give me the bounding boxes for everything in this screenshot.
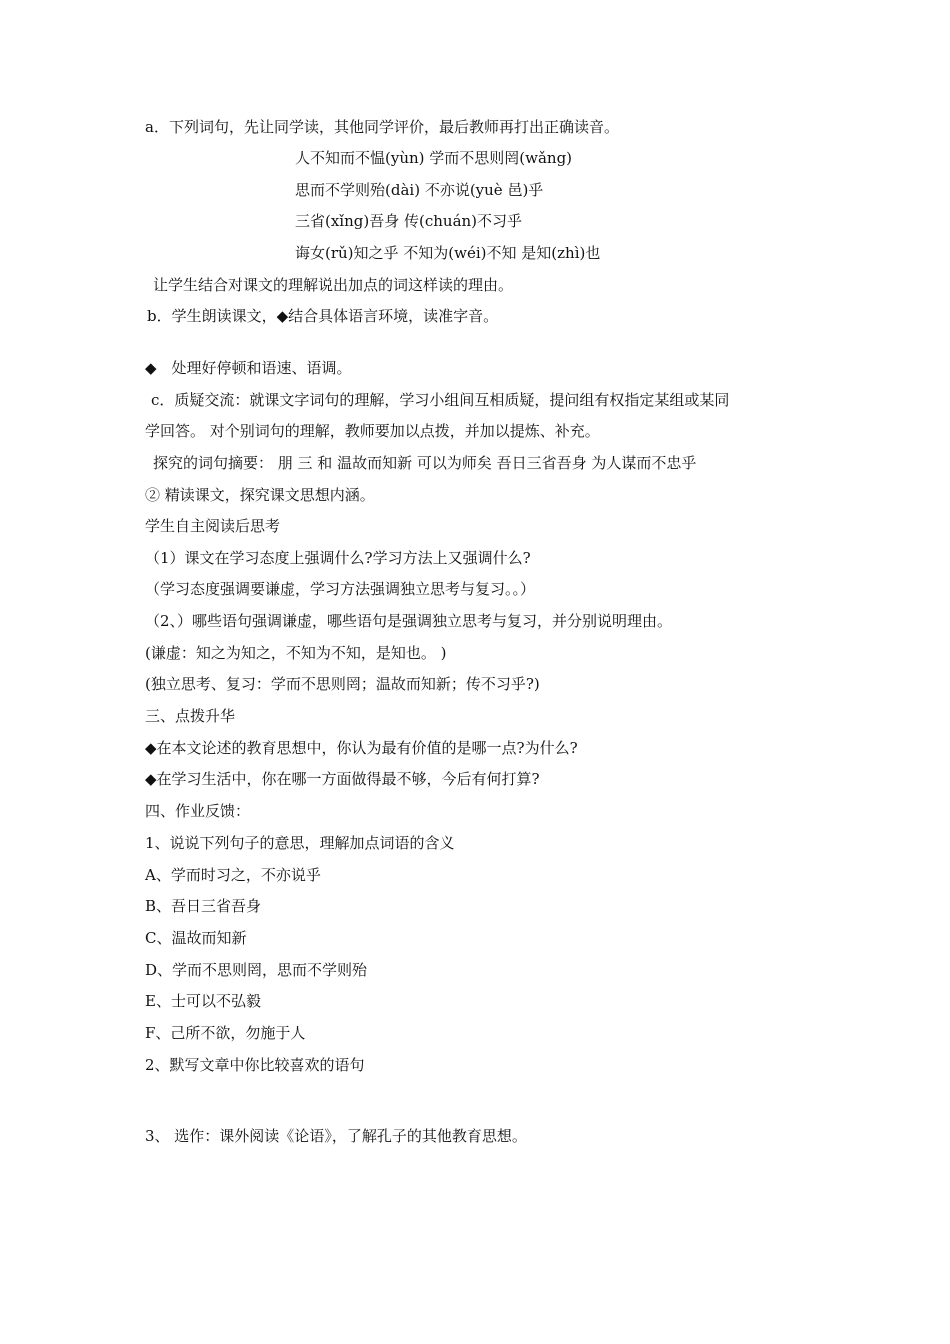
text-line: （1）课文在学习态度上强调什么?学习方法上又强调什么? bbox=[145, 549, 531, 567]
text-line: 1、说说下列句子的意思，理解加点词语的含义 bbox=[145, 834, 455, 852]
text-line: 思而不学则殆(dài) 不亦说(yuè 邑)乎 bbox=[295, 181, 544, 199]
text-line: 3、 选作：课外阅读《论语》，了解孔子的其他教育思想。 bbox=[145, 1127, 527, 1145]
text-line: a．下列词句，先让同学读，其他同学评价，最后教师再打出正确读音。 bbox=[145, 118, 619, 136]
text-line: (独立思考、复习：学而不思则罔；温故而知新；传不习乎?) bbox=[145, 675, 540, 693]
text-line: 诲女(rǔ)知之乎 不知为(wéi)不知 是知(zhì)也 bbox=[295, 244, 601, 262]
text-line: 探究的词句摘要： 朋 三 和 温故而知新 可以为师矣 吾日三省吾身 为人谋而不忠乎 bbox=[153, 454, 697, 472]
text-line: 四、作业反馈： bbox=[145, 802, 251, 820]
text-line: 学生自主阅读后思考 bbox=[145, 517, 281, 535]
text-line: ② 精读课文，探究课文思想内涵。 bbox=[145, 486, 375, 504]
text-line: 学回答。 对个别词句的理解，教师要加以点拨，并加以提炼、补充。 bbox=[145, 422, 600, 440]
text-line: 三省(xǐng)吾身 传(chuán)不习乎 bbox=[295, 212, 523, 230]
text-line: b．学生朗读课文，◆结合具体语言环境，读准字音。 bbox=[147, 307, 499, 325]
text-line: E、士可以不弘毅 bbox=[145, 992, 261, 1010]
text-line: F、己所不欲，勿施于人 bbox=[145, 1024, 306, 1042]
text-line: A、学而时习之，不亦说乎 bbox=[145, 866, 321, 884]
text-line: 三、点拨升华 bbox=[145, 707, 236, 725]
text-line: 让学生结合对课文的理解说出加点的词这样读的理由。 bbox=[153, 276, 514, 294]
text-line: D、学而不思则罔，思而不学则殆 bbox=[145, 961, 368, 979]
text-line: B、吾日三省吾身 bbox=[145, 897, 262, 915]
text-line: （学习态度强调要谦虚，学习方法强调独立思考与复习。。） bbox=[145, 580, 536, 598]
text-line: 人不知而不愠(yùn) 学而不思则罔(wǎng) bbox=[295, 149, 573, 167]
text-line: ◆在本文论述的教育思想中，你认为最有价值的是哪一点?为什么? bbox=[145, 739, 578, 757]
text-line: c．质疑交流：就课文字词句的理解，学习小组间互相质疑，提问组有权指定某组或某同 bbox=[151, 391, 730, 409]
text-line: ◆在学习生活中，你在哪一方面做得最不够，今后有何打算? bbox=[145, 770, 540, 788]
text-line: （2、）哪些语句强调谦虚，哪些语句是强调独立思考与复习，并分别说明理由。 bbox=[145, 612, 673, 630]
text-line: 2、默写文章中你比较喜欢的语句 bbox=[145, 1056, 365, 1074]
text-line: (谦虚：知之为知之，不知为不知，是知也。 ) bbox=[145, 644, 447, 662]
text-line: ◆ 处理好停顿和语速、语调。 bbox=[145, 359, 352, 377]
text-line: C、温故而知新 bbox=[145, 929, 247, 947]
